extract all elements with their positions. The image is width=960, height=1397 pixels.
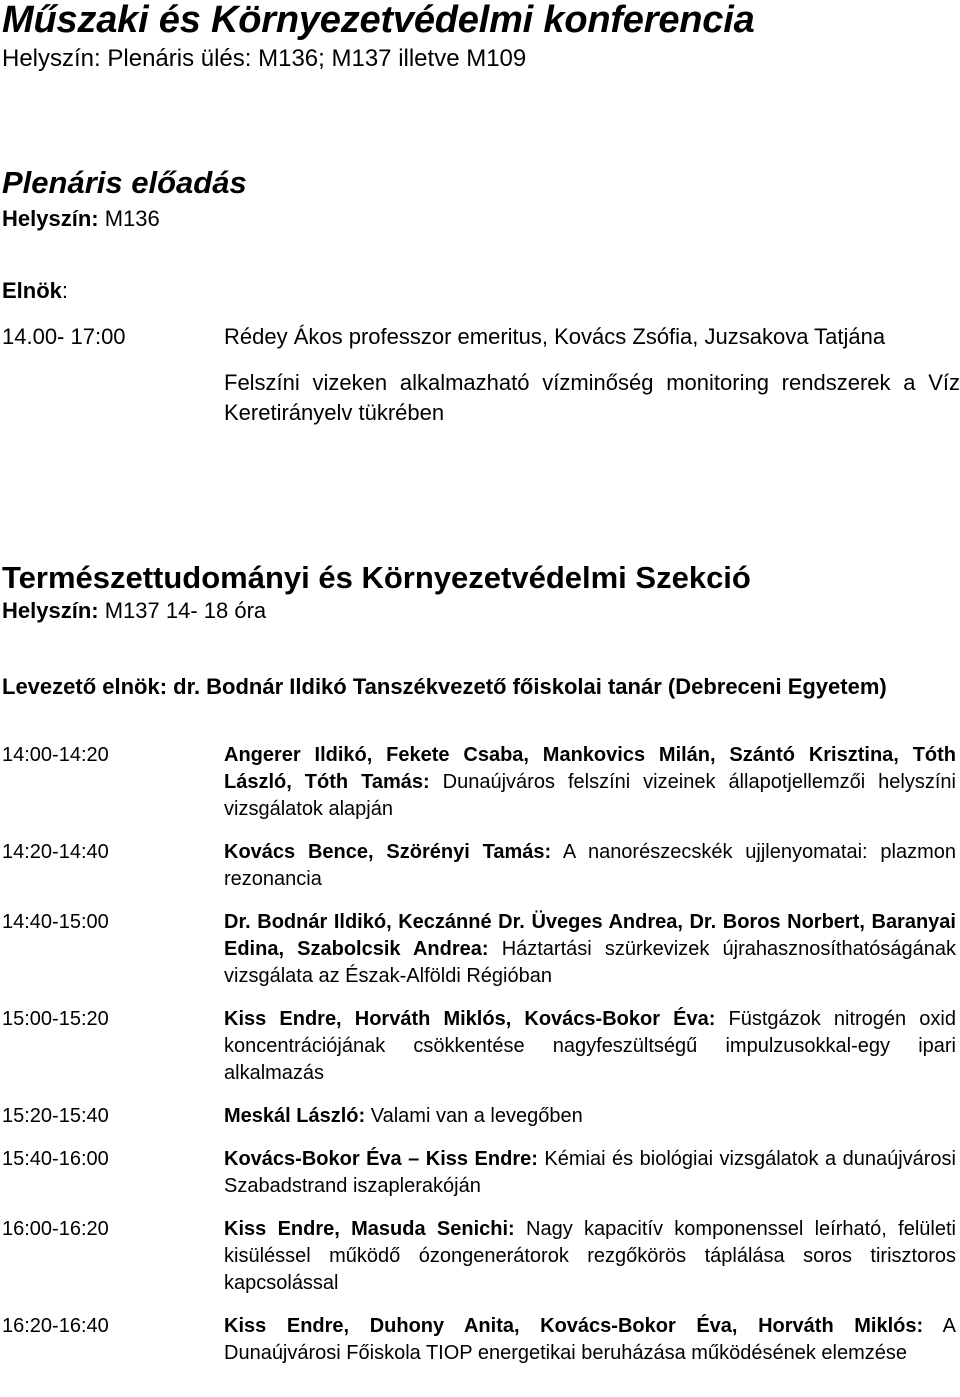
- section-chair: Levezető elnök: dr. Bodnár Ildikó Tanszékvezető főiskolai tanár (Debreceni Egyetem): [2, 674, 887, 699]
- plenary-title: Plenáris előadás: [2, 165, 247, 200]
- session-authors: Kiss Endre, Horváth Miklós, Kovács-Bokor Éva:: [224, 1008, 716, 1030]
- session-item: [2, 1103, 956, 1130]
- session-title: Háztartási szürkevizek újrahasznosíthatóságának vizsgálata az Észak-Alföldi Régióban: [224, 938, 956, 987]
- session-item: [2, 742, 956, 823]
- session-title: Nagy kapacitív komponenssel leírható, felületi kisüléssel működő ózongenerátorok rezgőkörös táplálása soros tirisztoros kapcsolással: [224, 1218, 956, 1294]
- session-authors: Kovács-Bokor Éva – Kiss Endre:: [224, 1148, 538, 1170]
- session-title: Valami van a levegőben: [370, 1105, 583, 1127]
- session-authors: Meskál László:: [224, 1105, 366, 1127]
- session-item: [2, 839, 956, 893]
- session-list: [2, 742, 956, 1383]
- session-text: [224, 1103, 956, 1130]
- plenary-location-label: Helyszín:: [2, 206, 99, 231]
- session-item: [2, 1006, 956, 1087]
- session-item: [2, 1313, 956, 1367]
- session-time: 15:00-15:20: [2, 1008, 109, 1030]
- session-title: Dunaújváros felszíni vizeinek állapotjellemzői helyszíni vizsgálatok alapján: [224, 771, 956, 820]
- session-authors: Kiss Endre, Masuda Senichi:: [224, 1218, 515, 1240]
- session-text: [224, 742, 956, 823]
- plenary-chair: [2, 277, 68, 305]
- session-text: [224, 1006, 956, 1087]
- session-title: Kémiai és biológiai vizsgálatok a dunaújvárosi Szabadstrand iszaplerakóján: [224, 1148, 956, 1197]
- session-text: [224, 1313, 956, 1367]
- session-authors: Kiss Endre, Duhony Anita, Kovács-Bokor Éva, Horváth Miklós:: [224, 1315, 924, 1337]
- session-time: 14:20-14:40: [2, 841, 109, 863]
- session-time: 15:20-15:40: [2, 1105, 109, 1127]
- plenary-talk-body: [224, 322, 960, 428]
- session-time: 16:00-16:20: [2, 1218, 109, 1240]
- section-location-value: M137 14- 18 óra: [104, 598, 267, 623]
- section-location-label: Helyszín:: [2, 598, 99, 623]
- session-text: [224, 1146, 956, 1200]
- session-authors: Dr. Bodnár Ildikó, Keczánné Dr. Üveges Andrea, Dr. Boros Norbert, Baranyai Edina, Szabolcsik Andrea:: [224, 911, 956, 960]
- plenary-talk-time: 14.00- 17:00: [2, 324, 126, 349]
- session-time: 14:40-15:00: [2, 911, 109, 933]
- plenary-talk-speakers: Rédey Ákos professzor emeritus, Kovács Zsófia, Juzsakova Tatjána: [224, 324, 886, 349]
- session-time: 16:20-16:40: [2, 1315, 109, 1337]
- plenary-location: [2, 205, 160, 233]
- session-authors: Angerer Ildikó, Fekete Csaba, Mankovics Milán, Szántó Krisztina, Tóth László, Tóth Tamás:: [224, 744, 956, 793]
- session-text: [224, 839, 956, 893]
- session-title: A nanorészecskék ujjlenyomatai: plazmon rezonancia: [224, 841, 957, 890]
- section-location: [2, 597, 266, 625]
- plenary-chair-suffix: :: [61, 278, 69, 303]
- session-time: 14:00-14:20: [2, 744, 109, 766]
- session-item: [2, 1216, 956, 1297]
- session-title: A Dunaújvárosi Főiskola TIOP energetikai beruházása működésének elemzése: [224, 1315, 956, 1364]
- plenary-location-value: M136: [104, 206, 160, 231]
- session-text: [224, 909, 956, 990]
- session-text: [224, 1216, 956, 1297]
- plenary-talk-title: Felszíni vizeken alkalmazható vízminőség monitoring rendszerek a Víz Keretirányelv tükrében: [224, 370, 960, 425]
- conference-location-value: Plenáris ülés: M136; M137 illetve M109: [107, 45, 527, 72]
- session-title: Füstgázok nitrogén oxid koncentrációjának csökkentése nagyfeszültségű impulzusokkal-egy ipari alkalmazás: [224, 1008, 956, 1084]
- session-authors: Kovács Bence, Szörényi Tamás:: [224, 841, 552, 863]
- session-time: 15:40-16:00: [2, 1148, 109, 1170]
- section-title: Természettudományi és Környezetvédelmi Szekció: [2, 560, 751, 595]
- plenary-chair-label: Elnök: [2, 278, 62, 303]
- conference-title: Műszaki és Környezetvédelmi konferencia: [2, 0, 755, 41]
- session-item: [2, 1146, 956, 1200]
- conference-location-label: Helyszín:: [2, 45, 101, 72]
- session-item: [2, 909, 956, 990]
- conference-location: [2, 44, 526, 74]
